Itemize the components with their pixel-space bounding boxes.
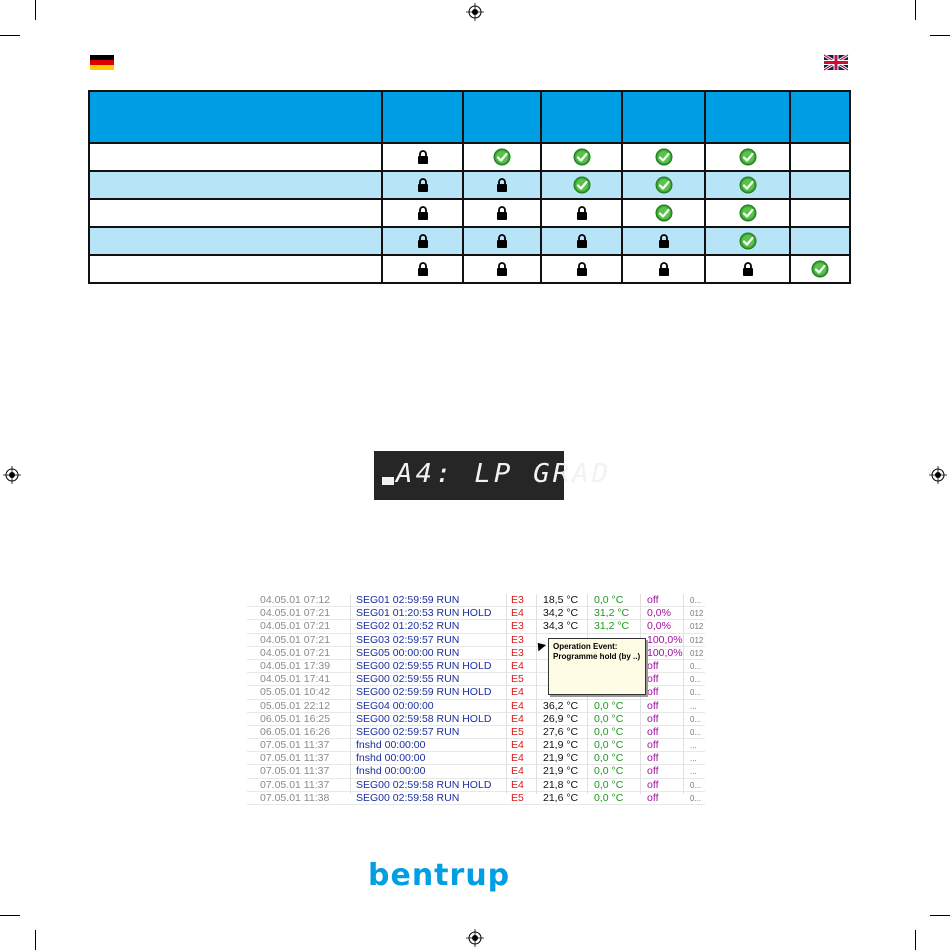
registration-mark-icon	[929, 466, 947, 484]
log-event: E4	[511, 765, 524, 778]
lcd-text: A4: LP GRAD	[396, 459, 612, 489]
column-divider	[683, 594, 684, 794]
matrix-header-cell	[622, 91, 705, 143]
lcd-display	[374, 451, 612, 500]
matrix-header-cell	[382, 91, 463, 143]
log-temperature: 26,9 °C	[543, 712, 579, 725]
crop-mark	[915, 930, 916, 950]
check-icon	[622, 143, 705, 171]
matrix-row	[89, 171, 850, 199]
log-output: off	[647, 791, 659, 804]
log-output: 100,0%	[647, 646, 683, 659]
registration-mark-icon	[466, 3, 484, 21]
matrix-header-cell	[705, 91, 790, 143]
bentrup-logo: bentrup	[368, 858, 511, 893]
log-event: E3	[511, 633, 524, 646]
log-event: E3	[511, 646, 524, 659]
check-icon	[463, 143, 541, 171]
log-output: 100,0%	[647, 633, 683, 646]
lock-icon	[541, 199, 622, 227]
log-setpoint: 0,0 °C	[594, 778, 624, 791]
log-date: 04.05.01 07:21	[260, 646, 331, 659]
lock-icon	[622, 255, 705, 283]
log-extra: 0...	[690, 675, 702, 685]
matrix-label-cell	[89, 199, 382, 227]
log-extra: 012	[690, 648, 704, 658]
log-setpoint: 0,0 °C	[594, 739, 624, 752]
log-temperature: 18,5 °C	[543, 594, 579, 606]
log-event: E5	[511, 791, 524, 804]
check-icon	[622, 199, 705, 227]
log-extra: 0...	[690, 596, 702, 605]
matrix-empty-cell	[790, 171, 850, 199]
log-segment: SEG00 02:59:57 RUN	[356, 725, 460, 738]
log-temperature: 21,9 °C	[543, 739, 579, 752]
matrix-row	[89, 255, 850, 283]
log-event: E4	[511, 739, 524, 752]
check-icon	[705, 171, 790, 199]
log-segment: fnshd 00:00:00	[356, 752, 426, 765]
tooltip-title: Operation Event:	[553, 642, 618, 651]
log-setpoint: 31,2 °C	[594, 607, 630, 620]
log-setpoint: 0,0 °C	[594, 725, 624, 738]
matrix-empty-cell	[790, 143, 850, 171]
log-row[interactable]	[247, 620, 705, 633]
log-segment: SEG00 02:59:58 RUN	[356, 791, 460, 804]
check-icon	[622, 171, 705, 199]
log-output: off	[647, 594, 659, 606]
lock-icon	[382, 227, 463, 255]
log-row[interactable]	[247, 752, 705, 765]
log-extra: 0...	[690, 780, 702, 790]
matrix-header-cell	[89, 91, 382, 143]
matrix-row	[89, 227, 850, 255]
log-date: 05.05.01 10:42	[260, 686, 331, 699]
lock-icon	[463, 255, 541, 283]
crop-mark	[35, 930, 36, 950]
log-segment: SEG01 02:59:59 RUN	[356, 594, 460, 606]
log-output: off	[647, 725, 659, 738]
log-extra: ...	[690, 754, 697, 764]
log-extra: 012	[690, 609, 704, 619]
log-event: E5	[511, 673, 524, 686]
log-output: off	[647, 712, 659, 725]
matrix-row	[89, 143, 850, 171]
log-segment: fnshd 00:00:00	[356, 739, 426, 752]
log-output: off	[647, 752, 659, 765]
check-icon	[541, 171, 622, 199]
log-date: 04.05.01 07:21	[260, 633, 331, 646]
log-temperature: 21,6 °C	[543, 791, 579, 804]
log-extra: ...	[690, 767, 697, 777]
log-row[interactable]	[247, 713, 705, 726]
event-log-rows	[247, 594, 705, 805]
log-segment: SEG04 00:00:00	[356, 699, 434, 712]
log-setpoint: 0,0 °C	[594, 699, 624, 712]
log-event: E4	[511, 607, 524, 620]
log-row[interactable]	[247, 726, 705, 739]
log-segment: fnshd 00:00:00	[356, 765, 426, 778]
log-row[interactable]	[247, 792, 705, 805]
matrix-row	[89, 199, 850, 227]
log-date: 07.05.01 11:37	[260, 778, 330, 791]
matrix-empty-cell	[790, 227, 850, 255]
log-segment: SEG02 01:20:52 RUN	[356, 620, 460, 633]
log-segment: SEG03 02:59:57 RUN	[356, 633, 460, 646]
lock-icon	[463, 199, 541, 227]
lock-icon	[622, 227, 705, 255]
log-row[interactable]	[247, 765, 705, 778]
matrix-header-cell	[790, 91, 850, 143]
matrix-label-cell	[89, 171, 382, 199]
log-segment: SEG00 02:59:58 RUN HOLD	[356, 778, 492, 791]
log-temperature: 27,6 °C	[543, 725, 579, 738]
log-date: 07.05.01 11:37	[260, 739, 330, 752]
lock-icon	[382, 199, 463, 227]
matrix-label-cell	[89, 143, 382, 171]
log-setpoint: 31,2 °C	[594, 620, 630, 633]
log-event: E5	[511, 725, 524, 738]
lock-icon	[705, 255, 790, 283]
log-date: 04.05.01 07:21	[260, 620, 331, 633]
log-setpoint: 0,0 °C	[594, 791, 624, 804]
permission-matrix	[88, 90, 851, 284]
log-row[interactable]	[247, 779, 705, 792]
log-date: 04.05.01 17:41	[260, 673, 331, 686]
german-flag-icon[interactable]	[90, 55, 114, 70]
log-extra: 0...	[690, 714, 702, 724]
crop-mark	[0, 35, 20, 36]
log-date: 05.05.01 22:12	[260, 699, 331, 712]
log-setpoint: 0,0 °C	[594, 752, 624, 765]
log-extra: 0...	[690, 793, 702, 803]
lock-icon	[541, 255, 622, 283]
matrix-body	[89, 143, 850, 283]
log-segment: SEG01 01:20:53 RUN HOLD	[356, 607, 492, 620]
log-output: off	[647, 686, 659, 699]
event-log	[247, 594, 705, 804]
log-output: off	[647, 765, 659, 778]
matrix-header-cell	[463, 91, 541, 143]
crop-mark	[930, 35, 950, 36]
check-icon	[541, 143, 622, 171]
registration-mark-icon	[3, 466, 21, 484]
log-extra: ...	[690, 741, 697, 751]
log-date: 04.05.01 07:21	[260, 607, 331, 620]
log-setpoint: 0,0 °C	[594, 594, 624, 606]
registration-mark-icon	[466, 929, 484, 947]
log-output: off	[647, 739, 659, 752]
log-setpoint: 0,0 °C	[594, 765, 624, 778]
log-event: E4	[511, 752, 524, 765]
crop-mark	[0, 915, 20, 916]
log-output: off	[647, 659, 659, 672]
log-extra: 012	[690, 622, 704, 632]
column-divider	[506, 594, 507, 794]
log-output: off	[647, 699, 659, 712]
log-event: E4	[511, 686, 524, 699]
log-segment: SEG00 02:59:59 RUN HOLD	[356, 686, 492, 699]
log-segment: SEG00 02:59:55 RUN	[356, 673, 460, 686]
log-segment: SEG00 02:59:55 RUN HOLD	[356, 659, 492, 672]
matrix-label-cell	[89, 227, 382, 255]
log-date: 04.05.01 17:39	[260, 659, 331, 672]
check-icon	[705, 143, 790, 171]
log-temperature: 21,8 °C	[543, 778, 579, 791]
log-extra: 0...	[690, 688, 702, 698]
lock-icon	[382, 143, 463, 171]
log-date: 07.05.01 11:37	[260, 752, 330, 765]
uk-flag-icon[interactable]	[824, 55, 848, 70]
check-icon	[790, 255, 850, 283]
log-temperature: 34,2 °C	[543, 607, 579, 620]
log-event: E3	[511, 594, 524, 606]
log-date: 07.05.01 11:37	[260, 765, 330, 778]
log-extra: 0...	[690, 661, 702, 671]
log-date: 06.05.01 16:25	[260, 712, 331, 725]
log-date: 06.05.01 16:26	[260, 725, 331, 738]
log-row[interactable]	[247, 607, 705, 620]
matrix-empty-cell	[790, 199, 850, 227]
log-setpoint: 0,0 °C	[594, 712, 624, 725]
log-output: off	[647, 778, 659, 791]
crop-mark	[35, 0, 36, 20]
log-extra: 012	[690, 635, 704, 645]
lock-icon	[541, 227, 622, 255]
column-divider	[536, 594, 537, 794]
log-temperature: 21,9 °C	[543, 765, 579, 778]
lock-icon	[382, 255, 463, 283]
matrix-label-cell	[89, 255, 382, 283]
log-row[interactable]	[247, 594, 705, 607]
lcd-cursor	[382, 477, 394, 485]
crop-mark	[915, 0, 916, 20]
log-output: 0,0%	[647, 620, 671, 633]
log-event: E4	[511, 659, 524, 672]
log-event: E3	[511, 620, 524, 633]
log-date: 04.05.01 07:12	[260, 594, 331, 606]
log-temperature: 36,2 °C	[543, 699, 579, 712]
log-temperature: 21,9 °C	[543, 752, 579, 765]
check-icon	[705, 227, 790, 255]
check-icon	[705, 199, 790, 227]
log-output: off	[647, 673, 659, 686]
matrix-header-cell	[541, 91, 622, 143]
log-segment: SEG00 02:59:58 RUN HOLD	[356, 712, 492, 725]
log-event: E4	[511, 712, 524, 725]
column-divider	[350, 594, 351, 794]
crop-mark	[930, 915, 950, 916]
log-output: 0,0%	[647, 607, 671, 620]
lock-icon	[382, 171, 463, 199]
tooltip-body: Programme hold (by ..)	[553, 652, 641, 661]
log-segment: SEG05 00:00:00 RUN	[356, 646, 460, 659]
log-date: 07.05.01 11:38	[260, 791, 330, 804]
log-extra: ...	[690, 701, 697, 711]
log-temperature: 34,3 °C	[543, 620, 579, 633]
log-event: E4	[511, 778, 524, 791]
log-event: E4	[511, 699, 524, 712]
log-extra: 0...	[690, 727, 702, 737]
lock-icon	[463, 227, 541, 255]
lock-icon	[463, 171, 541, 199]
matrix-header-row	[89, 91, 850, 143]
log-row[interactable]	[247, 739, 705, 752]
operation-event-tooltip	[548, 638, 646, 695]
log-row[interactable]	[247, 700, 705, 713]
